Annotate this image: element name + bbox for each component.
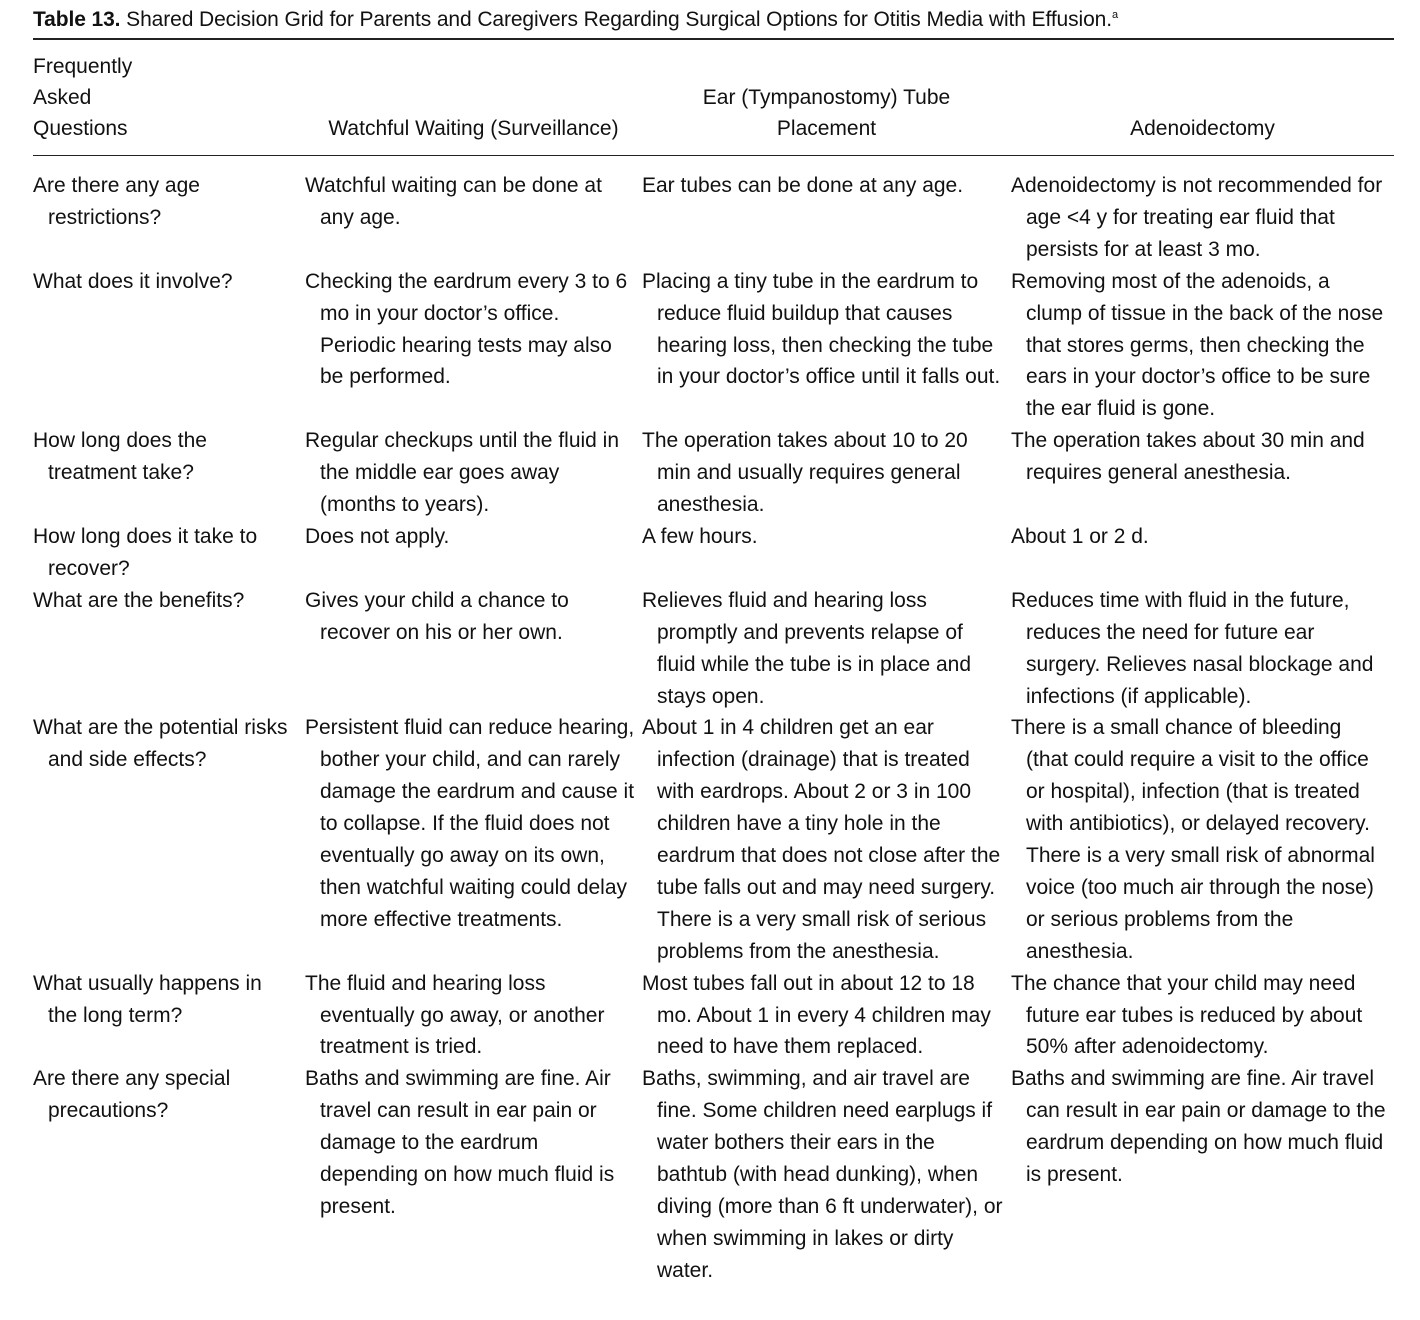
tube-placement-cell bbox=[642, 712, 1011, 967]
watchful-waiting-cell bbox=[305, 156, 642, 266]
adenoidectomy-cell-text: About 1 or 2 d. bbox=[1011, 524, 1149, 548]
tube-placement-cell-text: A few hours. bbox=[642, 524, 758, 548]
adenoidectomy-cell-text: The chance that your child may need future ear tubes is reduced by about 50% after adenoidectomy. bbox=[1011, 971, 1363, 1059]
watchful-waiting-cell bbox=[305, 712, 642, 967]
watchful-waiting-cell-text: Persistent fluid can reduce hearing, bother your child, and can rarely damage the eardrum and cause it to collapse. If the fluid does not eventually go away on its own, then watchful waiting could delay more effective treatments. bbox=[305, 716, 635, 931]
question-cell bbox=[33, 521, 305, 585]
tube-placement-cell bbox=[642, 521, 1011, 585]
adenoidectomy-cell bbox=[1011, 521, 1394, 585]
question-cell-text: What usually happens in the long term? bbox=[33, 971, 262, 1027]
table-title: Shared Decision Grid for Parents and Caregivers Regarding Surgical Options for Otitis Media with Effusion. bbox=[126, 8, 1112, 31]
header-tube-placement: Ear (Tympanostomy) Tube Placement bbox=[642, 40, 1011, 156]
adenoidectomy-cell-text: Removing most of the adenoids, a clump of tissue in the back of the nose that stores germs, then checking the ears in your doctor’s office to be sure the ear fluid is gone. bbox=[1011, 269, 1384, 421]
table-row bbox=[33, 585, 1394, 713]
tube-placement-cell-text: Relieves fluid and hearing loss promptly and prevents relapse of fluid while the tube is in place and stays open. bbox=[642, 588, 972, 708]
adenoidectomy-cell-text: The operation takes about 30 min and requires general anesthesia. bbox=[1011, 429, 1365, 485]
header-adenoidectomy: Adenoidectomy bbox=[1011, 40, 1394, 156]
tube-placement-cell bbox=[642, 585, 1011, 713]
adenoidectomy-cell bbox=[1011, 266, 1394, 426]
watchful-waiting-cell bbox=[305, 521, 642, 585]
tube-placement-cell-text: About 1 in 4 children get an ear infection (drainage) that is treated with eardrops. About 2 or 3 in 100 children have a tiny hole in the eardrum that does not close after the tube falls out and may need surgery. There is a very small risk of serious problems from the anesthesia. bbox=[642, 716, 1001, 963]
question-cell-text: What are the potential risks and side effects? bbox=[33, 716, 288, 772]
watchful-waiting-cell-text: Regular checkups until the fluid in the middle ear goes away (months to years). bbox=[305, 429, 620, 517]
tube-placement-cell bbox=[642, 156, 1011, 266]
question-cell bbox=[33, 425, 305, 521]
table-body bbox=[33, 156, 1394, 1287]
header-watchful-waiting: Watchful Waiting (Surveillance) bbox=[305, 40, 642, 156]
question-cell-text: How long does it take to recover? bbox=[33, 524, 258, 580]
header-row bbox=[33, 40, 1394, 156]
question-cell bbox=[33, 585, 305, 713]
table-row bbox=[33, 425, 1394, 521]
table-row bbox=[33, 712, 1394, 967]
footnote-mark: a bbox=[1112, 9, 1119, 21]
adenoidectomy-cell-text: Adenoidectomy is not recommended for age <4 y for treating ear fluid that persists for at least 3 mo. bbox=[1011, 174, 1383, 261]
watchful-waiting-cell bbox=[305, 968, 642, 1064]
watchful-waiting-cell-text: Gives your child a chance to recover on his or her own. bbox=[305, 588, 569, 644]
question-cell bbox=[33, 156, 305, 266]
adenoidectomy-cell bbox=[1011, 1063, 1394, 1286]
tube-placement-cell bbox=[642, 1063, 1011, 1286]
question-cell-text: What are the benefits? bbox=[33, 588, 245, 612]
adenoidectomy-cell bbox=[1011, 585, 1394, 713]
tube-placement-cell bbox=[642, 968, 1011, 1064]
watchful-waiting-cell-text: Baths and swimming are fine. Air travel can result in ear pain or damage to the eardrum depending on how much fluid is present. bbox=[305, 1067, 615, 1218]
watchful-waiting-cell bbox=[305, 425, 642, 521]
table-row bbox=[33, 968, 1394, 1064]
adenoidectomy-cell bbox=[1011, 425, 1394, 521]
adenoidectomy-cell bbox=[1011, 968, 1394, 1064]
adenoidectomy-cell bbox=[1011, 712, 1394, 967]
tube-placement-cell-text: The operation takes about 10 to 20 min and usually requires general anesthesia. bbox=[642, 429, 968, 517]
watchful-waiting-cell bbox=[305, 266, 642, 426]
table-row bbox=[33, 521, 1394, 585]
adenoidectomy-cell-text: There is a small chance of bleeding (that could require a visit to the office or hospital), infection (that is treated with antibiotics), or delayed recovery. There is a very small risk of abnormal voice (too much air through the nose) or serious problems from the anesthesia. bbox=[1011, 716, 1375, 963]
tube-placement-cell-text: Most tubes fall out in about 12 to 18 mo. About 1 in every 4 children may need to have them replaced. bbox=[642, 971, 991, 1059]
adenoidectomy-cell bbox=[1011, 156, 1394, 266]
tube-placement-cell-text: Ear tubes can be done at any age. bbox=[642, 174, 964, 197]
question-cell bbox=[33, 1063, 305, 1286]
question-cell bbox=[33, 266, 305, 426]
adenoidectomy-cell-text: Reduces time with fluid in the future, reduces the need for future ear surgery. Relieves nasal blockage and infections (if applicable). bbox=[1011, 588, 1374, 708]
question-cell bbox=[33, 712, 305, 967]
table-row bbox=[33, 1063, 1394, 1286]
watchful-waiting-cell-text: Checking the eardrum every 3 to 6 mo in your doctor’s office. Periodic hearing tests may also be performed. bbox=[305, 269, 628, 389]
watchful-waiting-cell-text: Watchful waiting can be done at any age. bbox=[305, 174, 602, 229]
watchful-waiting-cell bbox=[305, 1063, 642, 1286]
watchful-waiting-cell bbox=[305, 585, 642, 713]
question-cell-text: Are there any age restrictions? bbox=[33, 174, 200, 229]
tube-placement-cell-text: Placing a tiny tube in the eardrum to reduce fluid buildup that causes hearing loss, then checking the tube in your doctor’s office until it falls out. bbox=[642, 269, 1001, 389]
question-cell-text: Are there any special precautions? bbox=[33, 1067, 231, 1123]
table-label: Table 13. bbox=[33, 8, 121, 31]
decision-grid-table bbox=[33, 40, 1394, 1287]
watchful-waiting-cell-text: Does not apply. bbox=[305, 524, 450, 548]
question-cell-text: What does it involve? bbox=[33, 269, 233, 293]
tube-placement-cell bbox=[642, 266, 1011, 426]
table-caption bbox=[33, 6, 1394, 40]
watchful-waiting-cell-text: The fluid and hearing loss eventually go away, or another treatment is tried. bbox=[305, 971, 605, 1059]
question-cell-text: How long does the treatment take? bbox=[33, 429, 207, 485]
question-cell bbox=[33, 968, 305, 1064]
adenoidectomy-cell-text: Baths and swimming are fine. Air travel can result in ear pain or damage to the eardrum depending on how much fluid is present. bbox=[1011, 1067, 1386, 1187]
table-row bbox=[33, 156, 1394, 266]
table-row bbox=[33, 266, 1394, 426]
header-questions: Frequently Asked Questions bbox=[33, 40, 305, 156]
tube-placement-cell bbox=[642, 425, 1011, 521]
tube-placement-cell-text: Baths, swimming, and air travel are fine. Some children need earplugs if water bothers their ears in the bathtub (with head dunking), when diving (more than 6 ft underwater), or when swimming in lakes or dirty water. bbox=[642, 1067, 1003, 1282]
